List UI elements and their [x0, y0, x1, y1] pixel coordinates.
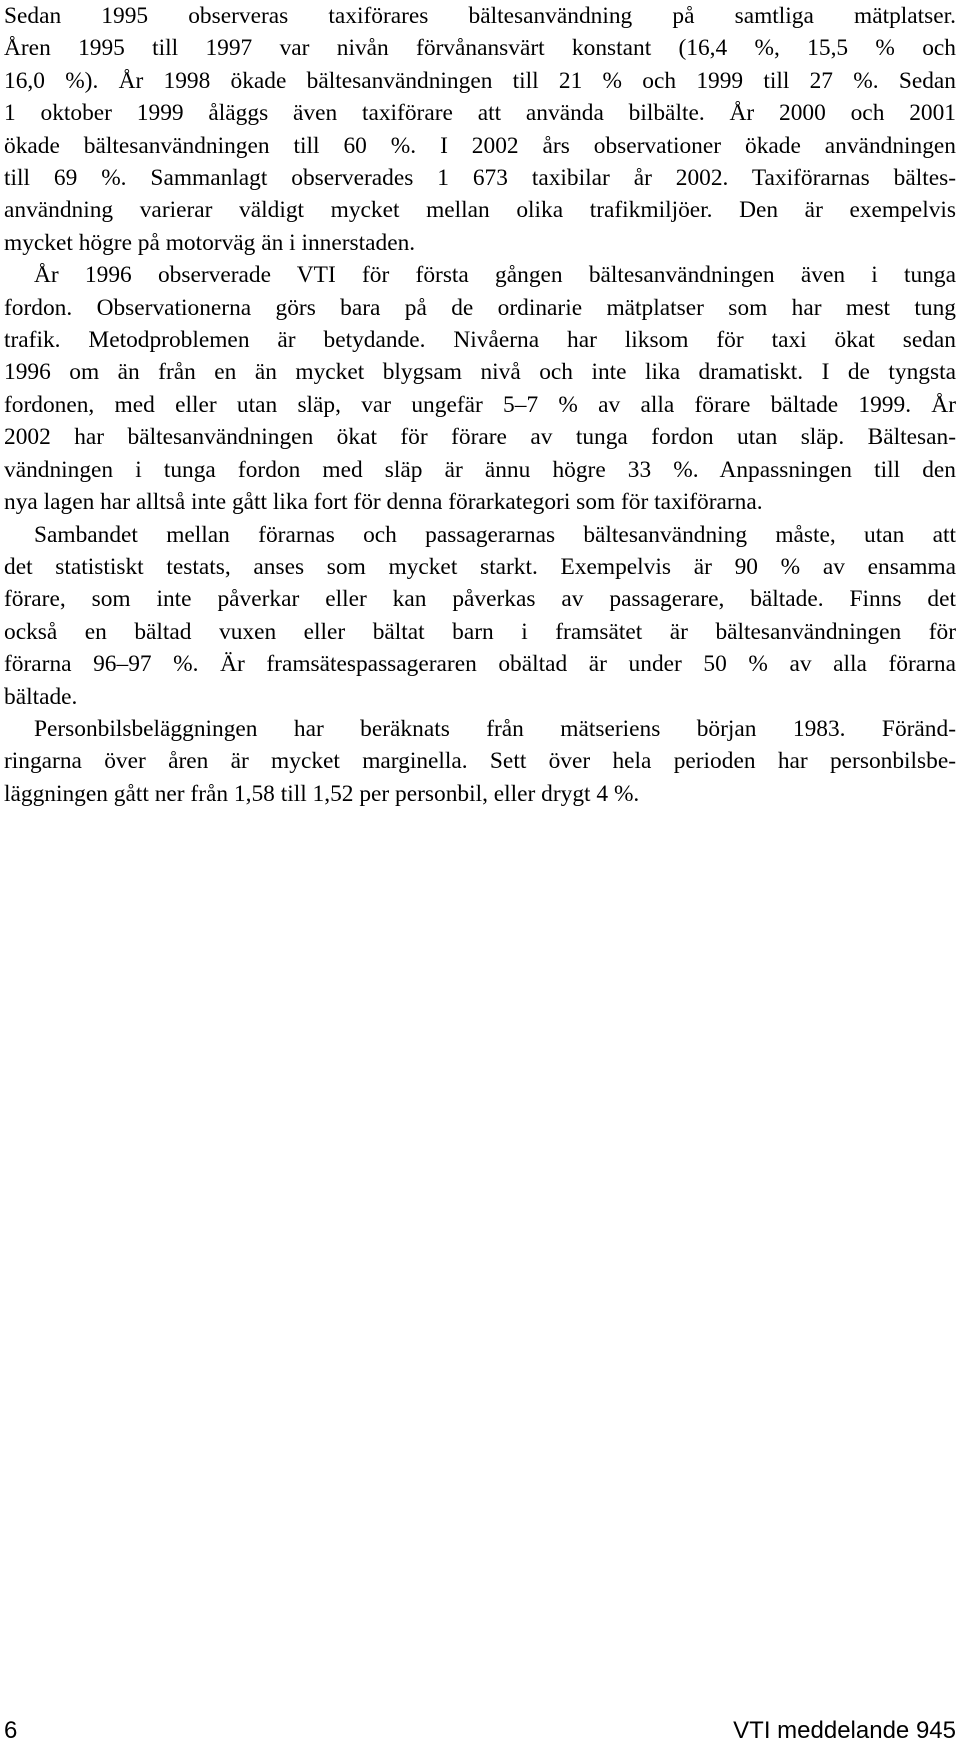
text-line: mycket högre på motorväg än i innerstaden. [4, 229, 416, 256]
text-line: förarna 96–97 %. Är framsätespassageraren obältad är under 50 % av alla förarna [4, 651, 956, 678]
text-line: ringarna över åren är mycket marginella. Sett över hela perioden har personbilsbe- [4, 748, 956, 775]
text-line: det statistiskt testats, anses som mycket starkt. Exempelvis är 90 % av ensamma [4, 553, 956, 580]
paragraph-car-occupancy [4, 713, 956, 810]
text-line: 16,0 %). År 1998 ökade bältesanvändningen till 21 % och 1999 till 27 %. Sedan [4, 67, 956, 94]
body-text [4, 0, 956, 810]
text-line: trafik. Metodproblemen är betydande. Nivåerna har liksom för taxi ökat sedan [4, 327, 956, 354]
page-footer [0, 1711, 960, 1751]
text-line: ökade bältesanvändningen till 60 %. I 2002 års observationer ökade användningen [4, 132, 956, 159]
paragraph-driver-passenger-correlation [4, 519, 956, 713]
text-line: fordonen, med eller utan släp, var ungefär 5–7 % av alla förare bältade 1999. År [4, 391, 956, 418]
text-line: Personbilsbeläggningen har beräknats från mätseriens början 1983. Föränd- [34, 715, 956, 742]
text-line: 2002 har bältesanvändningen ökat för förare av tunga fordon utan släp. Bältesan- [4, 424, 956, 451]
text-line: Sambandet mellan förarnas och passagerarnas bältesanvändning måste, utan att [34, 521, 956, 548]
text-line: läggningen gått ner från 1,58 till 1,52 per personbil, eller drygt 4 %. [4, 780, 640, 807]
text-line: År 1996 observerade VTI för första gången bältesanvändningen även i tunga [34, 262, 956, 289]
text-line: Åren 1995 till 1997 var nivån förvånansvärt konstant (16,4 %, 15,5 % och [4, 35, 956, 62]
text-line: användning varierar väldigt mycket mellan olika trafikmiljöer. Den är exempelvis [4, 197, 956, 224]
paragraph-heavy-vehicles [4, 259, 956, 518]
text-line: vändningen i tunga fordon med släp är ännu högre 33 %. Anpassningen till den [4, 456, 956, 483]
text-line: bältade. [4, 683, 78, 710]
text-line: till 69 %. Sammanlagt observerades 1 673 taxibilar år 2002. Taxiförarnas bältes- [4, 165, 956, 192]
paragraph-taxi-belt-use [4, 0, 956, 259]
text-line: nya lagen har alltså inte gått lika fort för denna förarkategori som för taxiförarna. [4, 489, 763, 516]
text-line: också en bältad vuxen eller bältat barn i framsätet är bältesanvändningen för [4, 618, 956, 645]
text-line: Sedan 1995 observeras taxiförares bältesanvändning på samtliga mätplatser. [4, 3, 956, 29]
text-line: fordon. Observationerna görs bara på de ordinarie mätplatser som har mest tung [4, 294, 956, 321]
page-number: 6 [4, 1717, 18, 1744]
text-line: förare, som inte påverkar eller kan påverkas av passagerare, bältade. Finns det [4, 586, 956, 613]
publication-title: VTI meddelande 945 [733, 1717, 956, 1744]
text-line: 1 oktober 1999 åläggs även taxiförare att använda bilbälte. År 2000 och 2001 [4, 100, 956, 127]
text-line: 1996 om än från en än mycket blygsam nivå och inte lika dramatiskt. I de tyngsta [4, 359, 956, 386]
